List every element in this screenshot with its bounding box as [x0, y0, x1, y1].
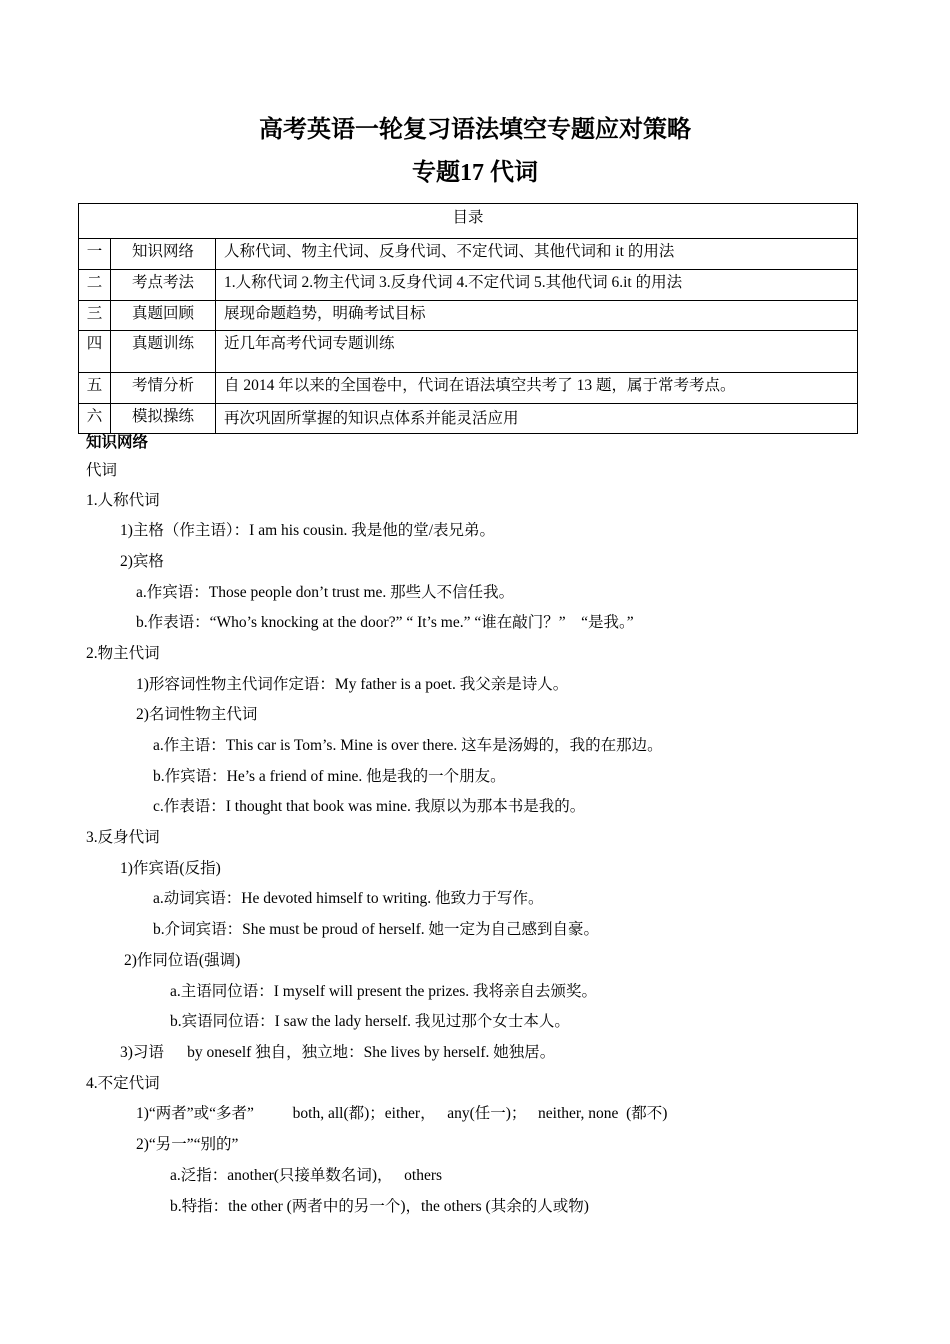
outline-line: b.介词宾语：She must be proud of herself. 她一定为自己感到自豪。	[153, 921, 600, 938]
toc-row	[79, 404, 858, 434]
toc-row-number: 六	[79, 404, 111, 434]
outline-line: 4.不定代词	[86, 1075, 160, 1092]
toc-row	[79, 270, 858, 301]
outline-line: a.主语同位语：I myself will present the prizes. 我将亲自去颁奖。	[170, 983, 598, 1000]
outline-line: a.作主语：This car is Tom’s. Mine is over there. 这车是汤姆的，我的在那边。	[153, 737, 663, 754]
outline-line: 1.人称代词	[86, 492, 160, 509]
toc-row-number: 五	[79, 373, 111, 404]
outline-line: 1)作宾语(反指)	[120, 860, 221, 877]
toc-row	[79, 239, 858, 270]
toc-row-number: 一	[79, 239, 111, 270]
toc-row-category: 真题训练	[111, 331, 216, 373]
topic-label: 代词	[86, 462, 118, 479]
outline-line: b.作宾语：He’s a friend of mine. 他是我的一个朋友。	[153, 768, 506, 785]
outline-line: a.动词宾语：He devoted himself to writing. 他致力于写作。	[153, 890, 544, 907]
outline-line: 1)主格（作主语）：I am his cousin. 我是他的堂/表兄弟。	[120, 522, 495, 539]
outline-line: a.泛指：another(只接单数名词)， others	[170, 1167, 443, 1184]
outline-line: 2)作同位语(强调)	[124, 952, 241, 969]
outline-line: 2)宾格	[120, 553, 164, 570]
toc-row-number: 三	[79, 301, 111, 331]
outline-line: b.宾语同位语：I saw the lady herself. 我见过那个女士本人。	[170, 1013, 570, 1030]
page-subtitle: 专题17 代词	[412, 160, 538, 186]
outline-line: c.作表语：I thought that book was mine. 我原以为那本书是我的。	[153, 798, 586, 815]
section-heading: 知识网络	[86, 434, 149, 451]
toc-row-category: 模拟操练	[111, 404, 216, 434]
outline-line: 1)“两者”或“多者” both, all(都)；either， any(任一)； neither, none (都不)	[136, 1105, 668, 1122]
toc-row	[79, 301, 858, 331]
outline-line: 2)“另一”“别的”	[136, 1136, 239, 1153]
outline-line: 1)形容词性物主代词作定语：My father is a poet. 我父亲是诗人。	[136, 676, 569, 693]
page-title: 高考英语一轮复习语法填空专题应对策略	[259, 117, 691, 143]
table-of-contents	[78, 203, 858, 434]
outline-line: 2.物主代词	[86, 645, 160, 662]
outline-line: 2)名词性物主代词	[136, 706, 258, 723]
toc-row	[79, 373, 858, 404]
toc-row-category: 真题回顾	[111, 301, 216, 331]
outline-line: 3.反身代词	[86, 829, 160, 846]
toc-row-number: 二	[79, 270, 111, 301]
toc-row-content: 自 2014 年以来的全国卷中，代词在语法填空共考了 13 题，属于常考考点。	[216, 373, 858, 404]
outline-line: b.作表语：“Who’s knocking at the door?” “ It’s me.” “谁在敲门？” “是我。”	[136, 614, 634, 631]
toc-row-content: 再次巩固所掌握的知识点体系并能灵活应用	[216, 404, 858, 434]
toc-row-number: 四	[79, 331, 111, 373]
toc-row-content: 近几年高考代词专题训练	[216, 331, 858, 373]
toc-row-content: 人称代词、物主代词、反身代词、不定代词、其他代词和 it 的用法	[216, 239, 858, 270]
toc-row-content: 1.人称代词 2.物主代词 3.反身代词 4.不定代词 5.其他代词 6.it 的用法	[216, 270, 858, 301]
outline-line: 3)习语 by oneself 独自，独立地：She lives by herself. 她独居。	[120, 1044, 556, 1061]
outline-line: b.特指：the other (两者中的另一个)，the others (其余的人或物)	[170, 1198, 589, 1215]
toc-row-category: 知识网络	[111, 239, 216, 270]
toc-row	[79, 331, 858, 373]
toc-row-category: 考情分析	[111, 373, 216, 404]
outline-line: a.作宾语：Those people don’t trust me. 那些人不信任我。	[136, 584, 515, 601]
toc-header-row	[79, 204, 858, 239]
toc-header: 目录	[79, 204, 858, 239]
toc-row-category: 考点考法	[111, 270, 216, 301]
toc-row-content: 展现命题趋势，明确考试目标	[216, 301, 858, 331]
